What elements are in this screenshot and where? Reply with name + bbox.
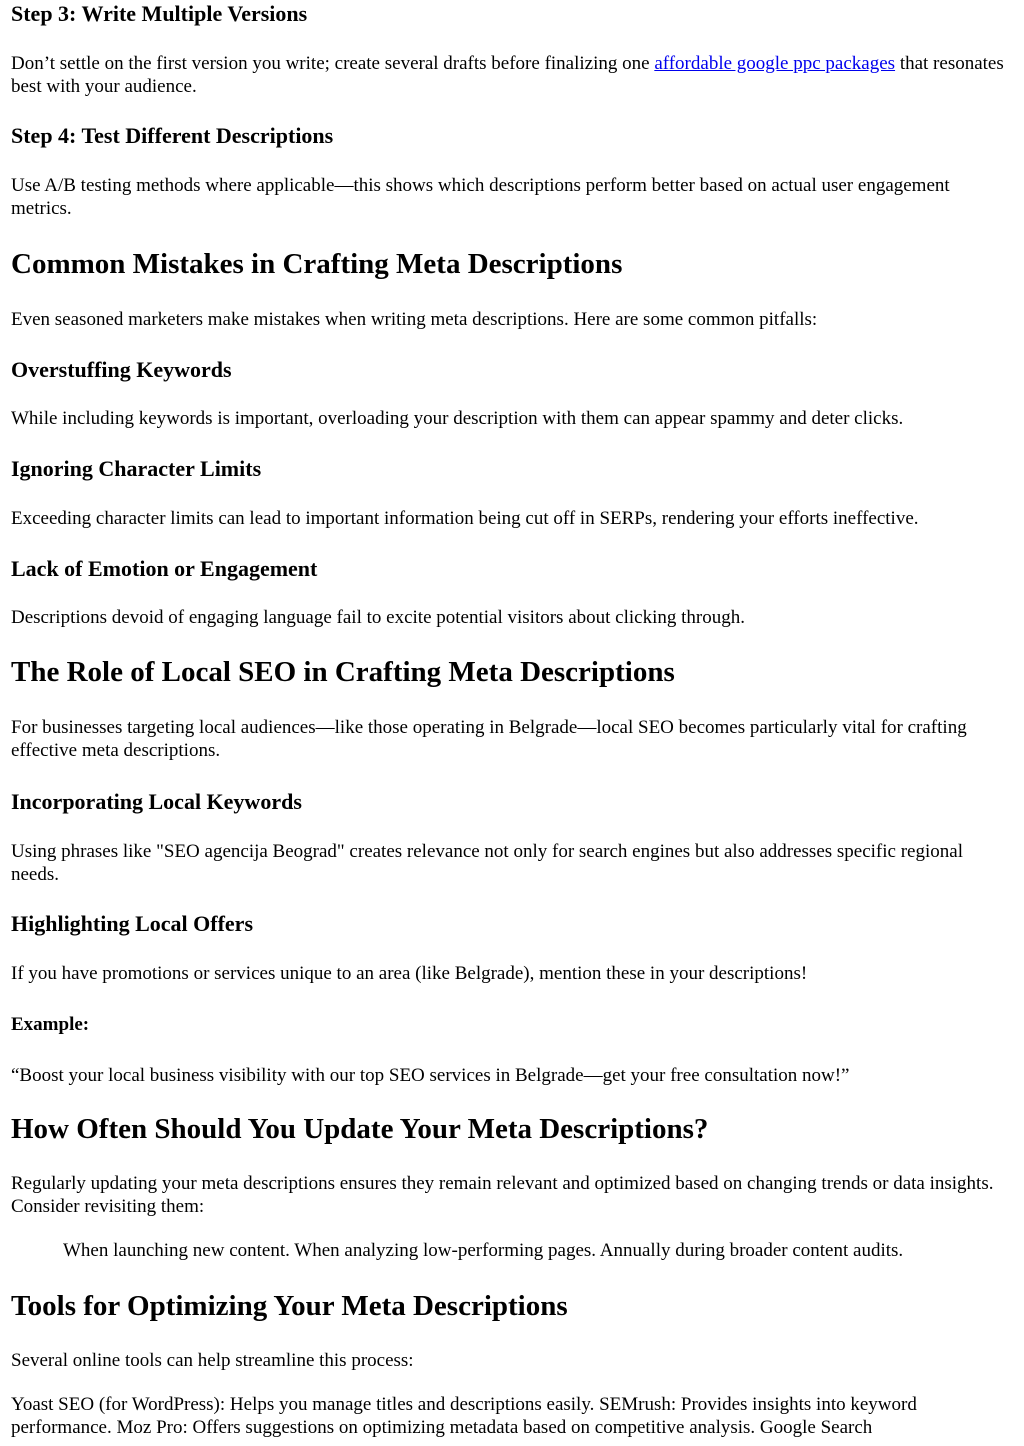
mistakes-heading: Common Mistakes in Crafting Meta Descriptions (11, 248, 623, 280)
affordable-google-ppc-packages-link[interactable]: affordable google ppc packages (654, 53, 896, 74)
local-offers-text: If you have promotions or services unique to an area (like Belgrade), mention these in your descriptions! (11, 963, 808, 984)
local-offers-heading: Highlighting Local Offers (11, 911, 253, 936)
step4-paragraph: Use A/B testing methods where applicable—this shows which descriptions perform better based on actual user engagement metrics. (11, 175, 950, 219)
step3-heading: Step 3: Write Multiple Versions (11, 1, 308, 26)
tools-list: Yoast SEO (for WordPress): Helps you manage titles and descriptions easily. SEMrush: Provides insights into keyword performance. Moz Pro: Offers suggestions on optimizing metadata based on competitive analysis. Google Search (11, 1394, 917, 1438)
update-list: When launching new content. When analyzing low-performing pages. Annually during broader content audits. (63, 1240, 904, 1261)
step3-text-after: that resonates best with your audience. (11, 53, 1004, 97)
local-seo-heading: The Role of Local SEO in Crafting Meta Descriptions (11, 656, 675, 688)
mistakes-intro: Even seasoned marketers make mistakes when writing meta descriptions. Here are some common pitfalls: (11, 309, 818, 330)
example-label: Example: (11, 1014, 90, 1035)
local-seo-intro: For businesses targeting local audiences—like those operating in Belgrade—local SEO becomes particularly vital for crafting effective meta descriptions. (11, 717, 967, 761)
tools-intro: Several online tools can help streamline this process: (11, 1350, 414, 1371)
lack-of-emotion-heading: Lack of Emotion or Engagement (11, 556, 318, 581)
step3-text-before: Don’t settle on the first version you write; create several drafts before finalizing one (11, 53, 655, 74)
tools-heading: Tools for Optimizing Your Meta Descriptions (11, 1290, 568, 1322)
lack-of-emotion-text: Descriptions devoid of engaging language fail to excite potential visitors about clicking through. (11, 607, 745, 628)
update-intro: Regularly updating your meta descriptions ensures they remain relevant and optimized based on changing trends or data insights. Consider revisiting them: (11, 1173, 994, 1217)
example-quote: “Boost your local business visibility with our top SEO services in Belgrade—get your free consultation now!” (11, 1065, 850, 1086)
step3-paragraph (11, 52, 1011, 98)
character-limits-heading: Ignoring Character Limits (11, 456, 262, 481)
local-keywords-text: Using phrases like "SEO agencija Beograd" creates relevance not only for search engines but also addresses specific regional needs. (11, 841, 963, 885)
update-heading: How Often Should You Update Your Meta Descriptions? (11, 1113, 709, 1145)
local-keywords-heading: Incorporating Local Keywords (11, 789, 302, 814)
character-limits-text: Exceeding character limits can lead to important information being cut off in SERPs, rendering your efforts ineffective. (11, 508, 919, 529)
step4-heading: Step 4: Test Different Descriptions (11, 123, 334, 148)
overstuffing-keywords-heading: Overstuffing Keywords (11, 357, 232, 382)
overstuffing-keywords-text: While including keywords is important, overloading your description with them can appear spammy and deter clicks. (11, 408, 904, 429)
